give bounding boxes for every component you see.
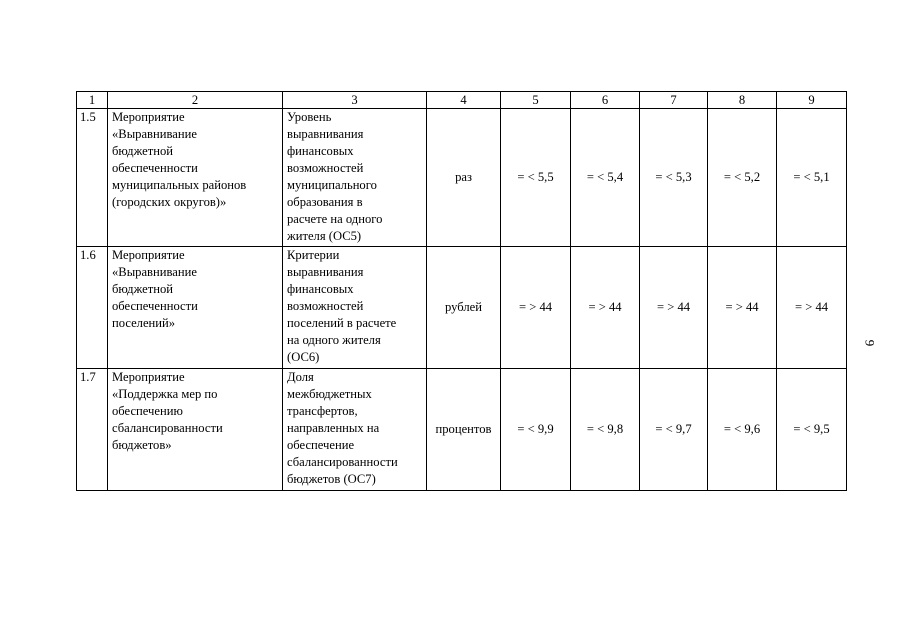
value-cell: = > 44 — [571, 247, 640, 369]
value-cell: = < 5,1 — [777, 109, 847, 247]
indicator-line: финансовых — [287, 144, 354, 158]
row-number: 1.6 — [77, 247, 108, 369]
indicator-line: сбалансированности — [287, 455, 398, 469]
unit-cell: процентов — [427, 369, 501, 491]
header-cell: 2 — [108, 92, 283, 109]
indicator-line: выравнивания — [287, 265, 364, 279]
row-number: 1.7 — [77, 369, 108, 491]
event-line: Мероприятие — [112, 110, 185, 124]
value-cell: = < 5,3 — [640, 109, 708, 247]
table-header-row — [77, 92, 847, 109]
header-cell: 3 — [283, 92, 427, 109]
indicator-line: поселений в расчете — [287, 316, 397, 330]
event-line: обеспеченности — [112, 161, 198, 175]
table-row — [77, 369, 847, 491]
event-line: «Выравнивание — [112, 127, 197, 141]
header-cell: 4 — [427, 92, 501, 109]
header-cell: 8 — [708, 92, 777, 109]
value-cell: = < 5,5 — [501, 109, 571, 247]
indicator-line: трансфертов, — [287, 404, 358, 418]
indicator-line: жителя (ОС5) — [287, 229, 362, 243]
event-line: Мероприятие — [112, 370, 185, 384]
indicator-line: Доля — [287, 370, 314, 384]
indicator-line: выравнивания — [287, 127, 364, 141]
indicator-line: на одного жителя — [287, 333, 381, 347]
indicator-line: возможностей — [287, 161, 364, 175]
event-line: поселений» — [112, 316, 176, 330]
indicator-line: муниципального — [287, 178, 377, 192]
header-cell: 7 — [640, 92, 708, 109]
event-line: «Поддержка мер по — [112, 387, 218, 401]
indicator-line: бюджетов (ОС7) — [287, 472, 376, 486]
event-line: «Выравнивание — [112, 265, 197, 279]
indicator-line: межбюджетных — [287, 387, 372, 401]
indicator-line: финансовых — [287, 282, 354, 296]
indicator-line: образования в — [287, 195, 363, 209]
header-cell: 5 — [501, 92, 571, 109]
row-number: 1.5 — [77, 109, 108, 247]
header-cell: 6 — [571, 92, 640, 109]
indicator-line: обеспечение — [287, 438, 355, 452]
page-number: 9 — [862, 339, 878, 347]
indicator-line: (ОС6) — [287, 350, 320, 364]
value-cell: = > 44 — [708, 247, 777, 369]
indicator-line: возможностей — [287, 299, 364, 313]
indicator-cell — [283, 247, 427, 369]
value-cell: = > 44 — [777, 247, 847, 369]
event-line: обеспеченности — [112, 299, 198, 313]
event-line: (городских округов)» — [112, 195, 227, 209]
event-line: обеспечению — [112, 404, 183, 418]
unit-cell: раз — [427, 109, 501, 247]
event-line: Мероприятие — [112, 248, 185, 262]
value-cell: = < 5,4 — [571, 109, 640, 247]
event-line: бюджетной — [112, 144, 173, 158]
indicator-cell — [283, 109, 427, 247]
value-cell: = < 5,2 — [708, 109, 777, 247]
table-row — [77, 247, 847, 369]
event-line: бюджетов» — [112, 438, 172, 452]
value-cell: = < 9,5 — [777, 369, 847, 491]
event-cell — [108, 369, 283, 491]
event-cell — [108, 247, 283, 369]
value-cell: = < 9,7 — [640, 369, 708, 491]
event-line: сбалансированности — [112, 421, 223, 435]
indicator-line: Уровень — [287, 110, 332, 124]
value-cell: = > 44 — [501, 247, 571, 369]
header-cell: 9 — [777, 92, 847, 109]
header-cell: 1 — [77, 92, 108, 109]
event-line: муниципальных районов — [112, 178, 247, 192]
event-cell — [108, 109, 283, 247]
value-cell: = < 9,6 — [708, 369, 777, 491]
indicator-cell — [283, 369, 427, 491]
indicator-line: расчете на одного — [287, 212, 383, 226]
value-cell: = > 44 — [640, 247, 708, 369]
indicator-table — [76, 91, 847, 491]
table-row — [77, 109, 847, 247]
value-cell: = < 9,8 — [571, 369, 640, 491]
unit-cell: рублей — [427, 247, 501, 369]
event-line: бюджетной — [112, 282, 173, 296]
indicator-line: Критерии — [287, 248, 340, 262]
indicator-line: направленных на — [287, 421, 380, 435]
value-cell: = < 9,9 — [501, 369, 571, 491]
